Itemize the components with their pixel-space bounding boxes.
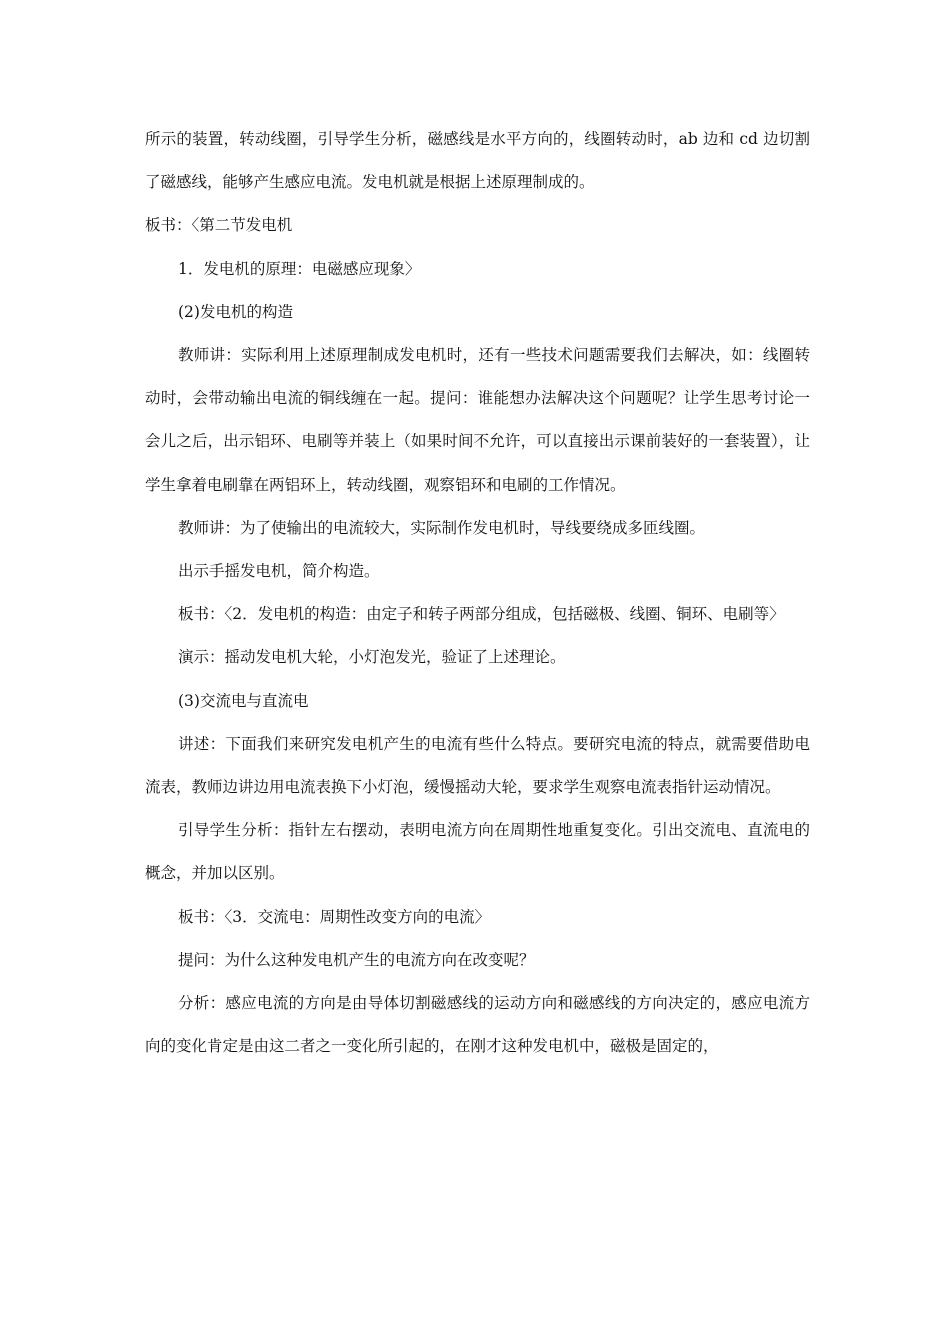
paragraph: 演示：摇动发电机大轮，小灯泡发光，验证了上述理论。: [178, 648, 566, 667]
paragraph: 出示手摇发电机，简介构造。: [178, 562, 380, 581]
document-body: [145, 118, 810, 1068]
paragraph: 教师讲：为了使输出的电流较大，实际制作发电机时，导线要绕成多匝线圈。: [178, 518, 706, 537]
paragraph-blackboard-title: 板书：〈第二节发电机: [145, 216, 293, 235]
section-heading-ac-dc: (3)交流电与直流电: [178, 691, 309, 710]
section-heading-construction: (2)发电机的构造: [178, 302, 293, 321]
paragraph-analysis: 分析：感应电流的方向是由导体切割磁感线的运动方向和磁感线的方向决定的，感应电流方向的变化肯定是由这二者之一变化所引起的，在刚才这种发电机中，磁极是固定的，: [145, 994, 810, 1056]
paragraph: 引导学生分析：指针左右摆动，表明电流方向在周期性地重复变化。引出交流电、直流电的概念，并加以区别。: [145, 821, 810, 883]
paragraph: 所示的装置，转动线圈，引导学生分析，磁感线是水平方向的，线圈转动时，ab 边和 cd 边切割了磁感线，能够产生感应电流。发电机就是根据上述原理制成的。: [145, 130, 810, 192]
paragraph-question: 提问：为什么这种发电机产生的电流方向在改变呢？: [178, 950, 535, 969]
paragraph-blackboard-construction: 板书：〈2．发电机的构造：由定子和转子两部分组成，包括磁极、线圈、铜环、电刷等〉: [178, 605, 785, 624]
paragraph: 教师讲：实际利用上述原理制成发电机时，还有一些技术问题需要我们去解决，如：线圈转动时，会带动输出电流的铜线缠在一起。提问：谁能想办法解决这个问题呢？让学生思考讨论一会儿之后，出示铝环、电刷等并装上（如果时间不允许，可以直接出示课前装好的一套装置），让学生拿着电刷靠在两铝环上，转动线圈，观察铝环和电刷的工作情况。: [145, 346, 810, 494]
paragraph-principle: 1．发电机的原理：电磁感应现象〉: [178, 259, 421, 278]
paragraph-blackboard-ac: 板书：〈3．交流电：周期性改变方向的电流〉: [178, 907, 491, 926]
paragraph: 讲述：下面我们来研究发电机产生的电流有些什么特点。要研究电流的特点，就需要借助电流表，教师边讲边用电流表换下小灯泡，缓慢摇动大轮，要求学生观察电流表指针运动情况。: [145, 734, 810, 797]
